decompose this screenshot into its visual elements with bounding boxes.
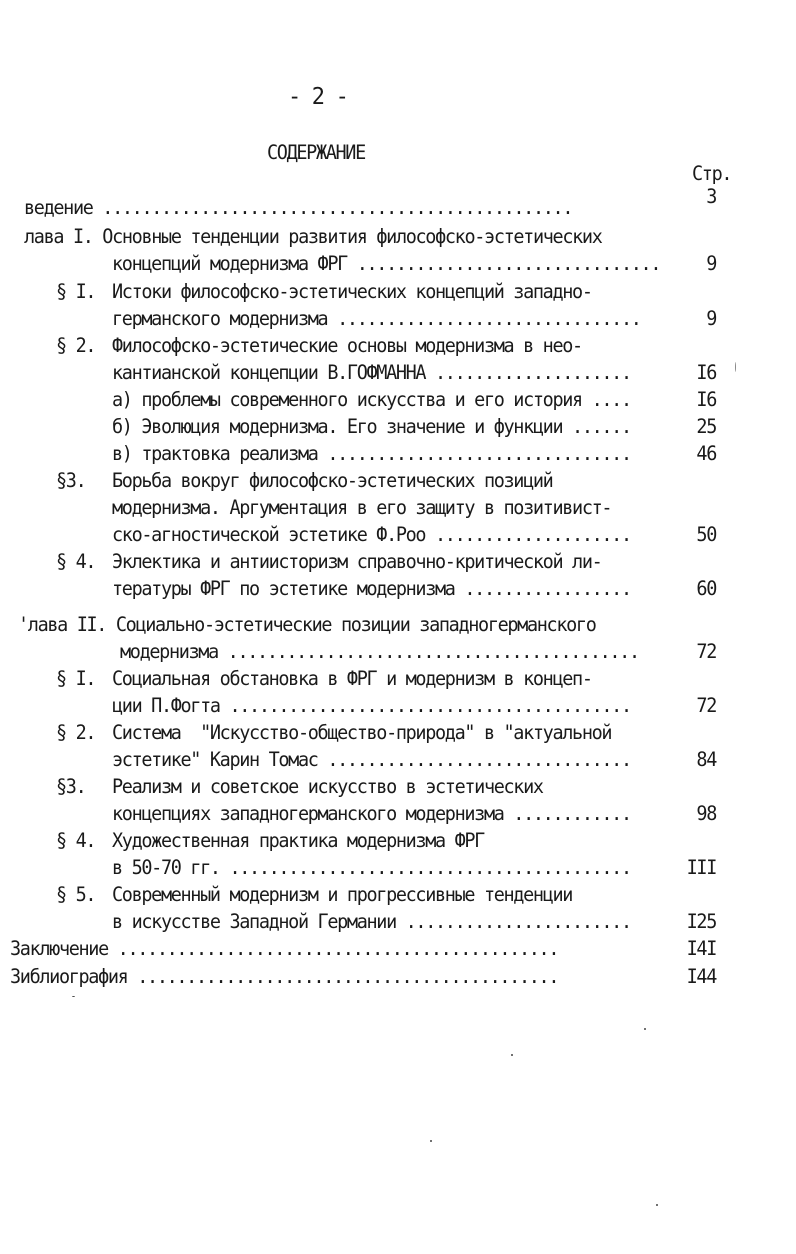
toc-line: Система "Искусство-общество-природа" в "актуальной [112,722,612,745]
toc-line: Современный модернизм и прогрессивные тенденции [112,884,573,907]
toc-line: модернизма .......................................... [120,641,639,664]
toc-page: 72 [696,641,716,664]
toc-line: Борьба вокруг философско-эстетических позиций [112,470,553,493]
toc-page: 60 [696,578,716,601]
toc-marker: § 4. [56,551,96,574]
toc-line: Зиблиография ........................................... [10,966,559,989]
toc-line: а) проблемы современного искусства и его история .... [112,389,631,412]
toc-line: в) трактовка реализма ............................... [112,443,631,466]
toc-page: I6 [696,389,716,412]
toc-marker: § I. [56,668,96,691]
toc-line: Реализм и советское искусство в эстетических [112,776,543,799]
toc-marker: § 2. [56,722,96,745]
toc-line: Философско-эстетические основы модернизма в нео- [112,335,582,358]
toc-line: в искусстве Западной Германии ....................... [112,911,631,934]
toc-line: концепций модернизма ФРГ ............................... [112,253,661,276]
toc-line: в 50-70 гг. ......................................... [112,857,631,880]
toc-marker: § 4. [56,830,96,853]
toc-line: германского модернизма ............................... [112,308,641,331]
toc-line: ведение ................................................ [24,197,573,220]
toc-marker: §3. [56,776,86,799]
toc-line: эстетике" Карин Томас ............................... [112,749,631,772]
toc-page: 72 [696,695,716,718]
toc-marker: § 5. [56,884,96,907]
toc-page: III [686,857,716,880]
scan-mark [735,362,736,372]
toc-page: 9 [706,253,716,276]
toc-line: ско-агностической эстетике Ф.Роо .................... [112,524,631,547]
toc-line: б) Эволюция модернизма. Его значение и функции ...... [112,416,631,439]
toc-page: 50 [696,524,716,547]
toc-page: I25 [686,911,716,934]
scan-speck [511,1054,513,1056]
toc-line: Социальная обстановка в ФРГ и модернизм в концеп- [112,668,592,691]
toc-line: 'лава II. Социально-эстетические позиции западногерманского [18,614,596,637]
toc-line: Эклектика и антиисторизм справочно-критической ли- [112,551,602,574]
page-title: СОДЕРЖАНИЕ [267,142,365,165]
toc-page: I6 [696,362,716,385]
scan-speck [72,996,75,997]
scan-speck [644,1028,646,1030]
toc-page: 84 [696,749,716,772]
scan-speck [656,1204,658,1206]
toc-line: лава I. Основные тенденции развития философско-эстетических [24,226,602,249]
toc-page: 25 [696,416,716,439]
toc-page: 98 [696,803,716,826]
toc-marker: § 2. [56,335,96,358]
toc-line: тературы ФРГ по эстетике модернизма ................. [112,578,631,601]
toc-line: концепциях западногерманского модернизма ............ [112,803,631,826]
page-column-header: Стр. [692,163,732,186]
toc-line: Заключение ............................................. [10,938,559,961]
toc-marker: §3. [56,470,86,493]
toc-line: кантианской концепции В.ГОФМАННА .................... [112,362,631,385]
toc-page: I44 [686,966,716,989]
toc-line: Истоки философско-эстетических концепций западно- [112,281,592,304]
scan-speck [430,1140,432,1142]
toc-page: 9 [706,308,716,331]
toc-page: 3 [706,186,716,209]
page-number: - 2 - [288,83,348,111]
toc-marker: § I. [56,281,96,304]
toc-line: модернизма. Аргументация в его защиту в позитивист- [112,497,612,520]
toc-page: 46 [696,443,716,466]
toc-line: Художественная практика модернизма ФРГ [112,830,484,853]
toc-line: ции П.Фогта ......................................... [112,695,631,718]
toc-page: I4I [686,938,716,961]
